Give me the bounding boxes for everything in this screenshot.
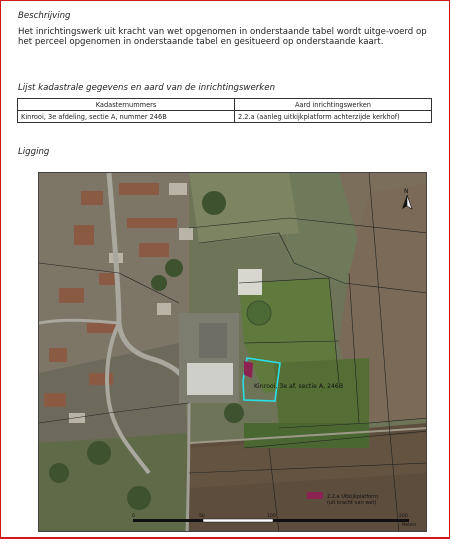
north-label: N [404,188,409,195]
section-heading-beschrijving: Beschrijving [18,11,71,21]
legend-swatch [307,492,323,499]
table-header-aard: Aard inrichtingswerken [235,99,432,111]
scale-tick-50: 50 [199,514,205,519]
description-paragraph: Het inrichtingswerk uit kracht van wet opgenomen in onderstaande tabel wordt uitge-voerd op het perceel opgenomen in onderstaande tabel en gesitueerd op onderstaande kaart. [18,27,427,48]
table-cell-kadasternummer: Kinrooi, 3e afdeling, sectie A, nummer 246B [18,111,235,123]
platform-marker [244,361,253,378]
legend-label-line2: (uit kracht van wet) [327,500,377,506]
legend-label-line1: 2.2.a Uitkijkplatform [327,494,379,500]
scale-tick-200: 200 [399,514,408,519]
parcel-label: Kinrooi, 3e af. sectie A, 246B [254,383,344,390]
scale-tick-100: 100 [267,514,276,519]
aerial-map-image [39,173,427,532]
table-row [18,111,432,123]
scale-tick-0: 0 [132,514,135,519]
scale-unit: Meters [402,522,417,527]
table-header-kadasternummers: Kadasternummers [18,99,235,111]
table-heading: Lijst kadastrale gegevens en aard van de inrichtingswerken [18,83,276,93]
aerial-map [38,172,427,532]
cadastral-table [17,98,432,123]
scale-bar [133,519,409,522]
table-cell-aard: 2.2.a (aanleg uitkijkplatform achterzijde kerkhof) [235,111,432,123]
table-header-row [18,99,432,111]
location-heading: Ligging [18,147,50,157]
